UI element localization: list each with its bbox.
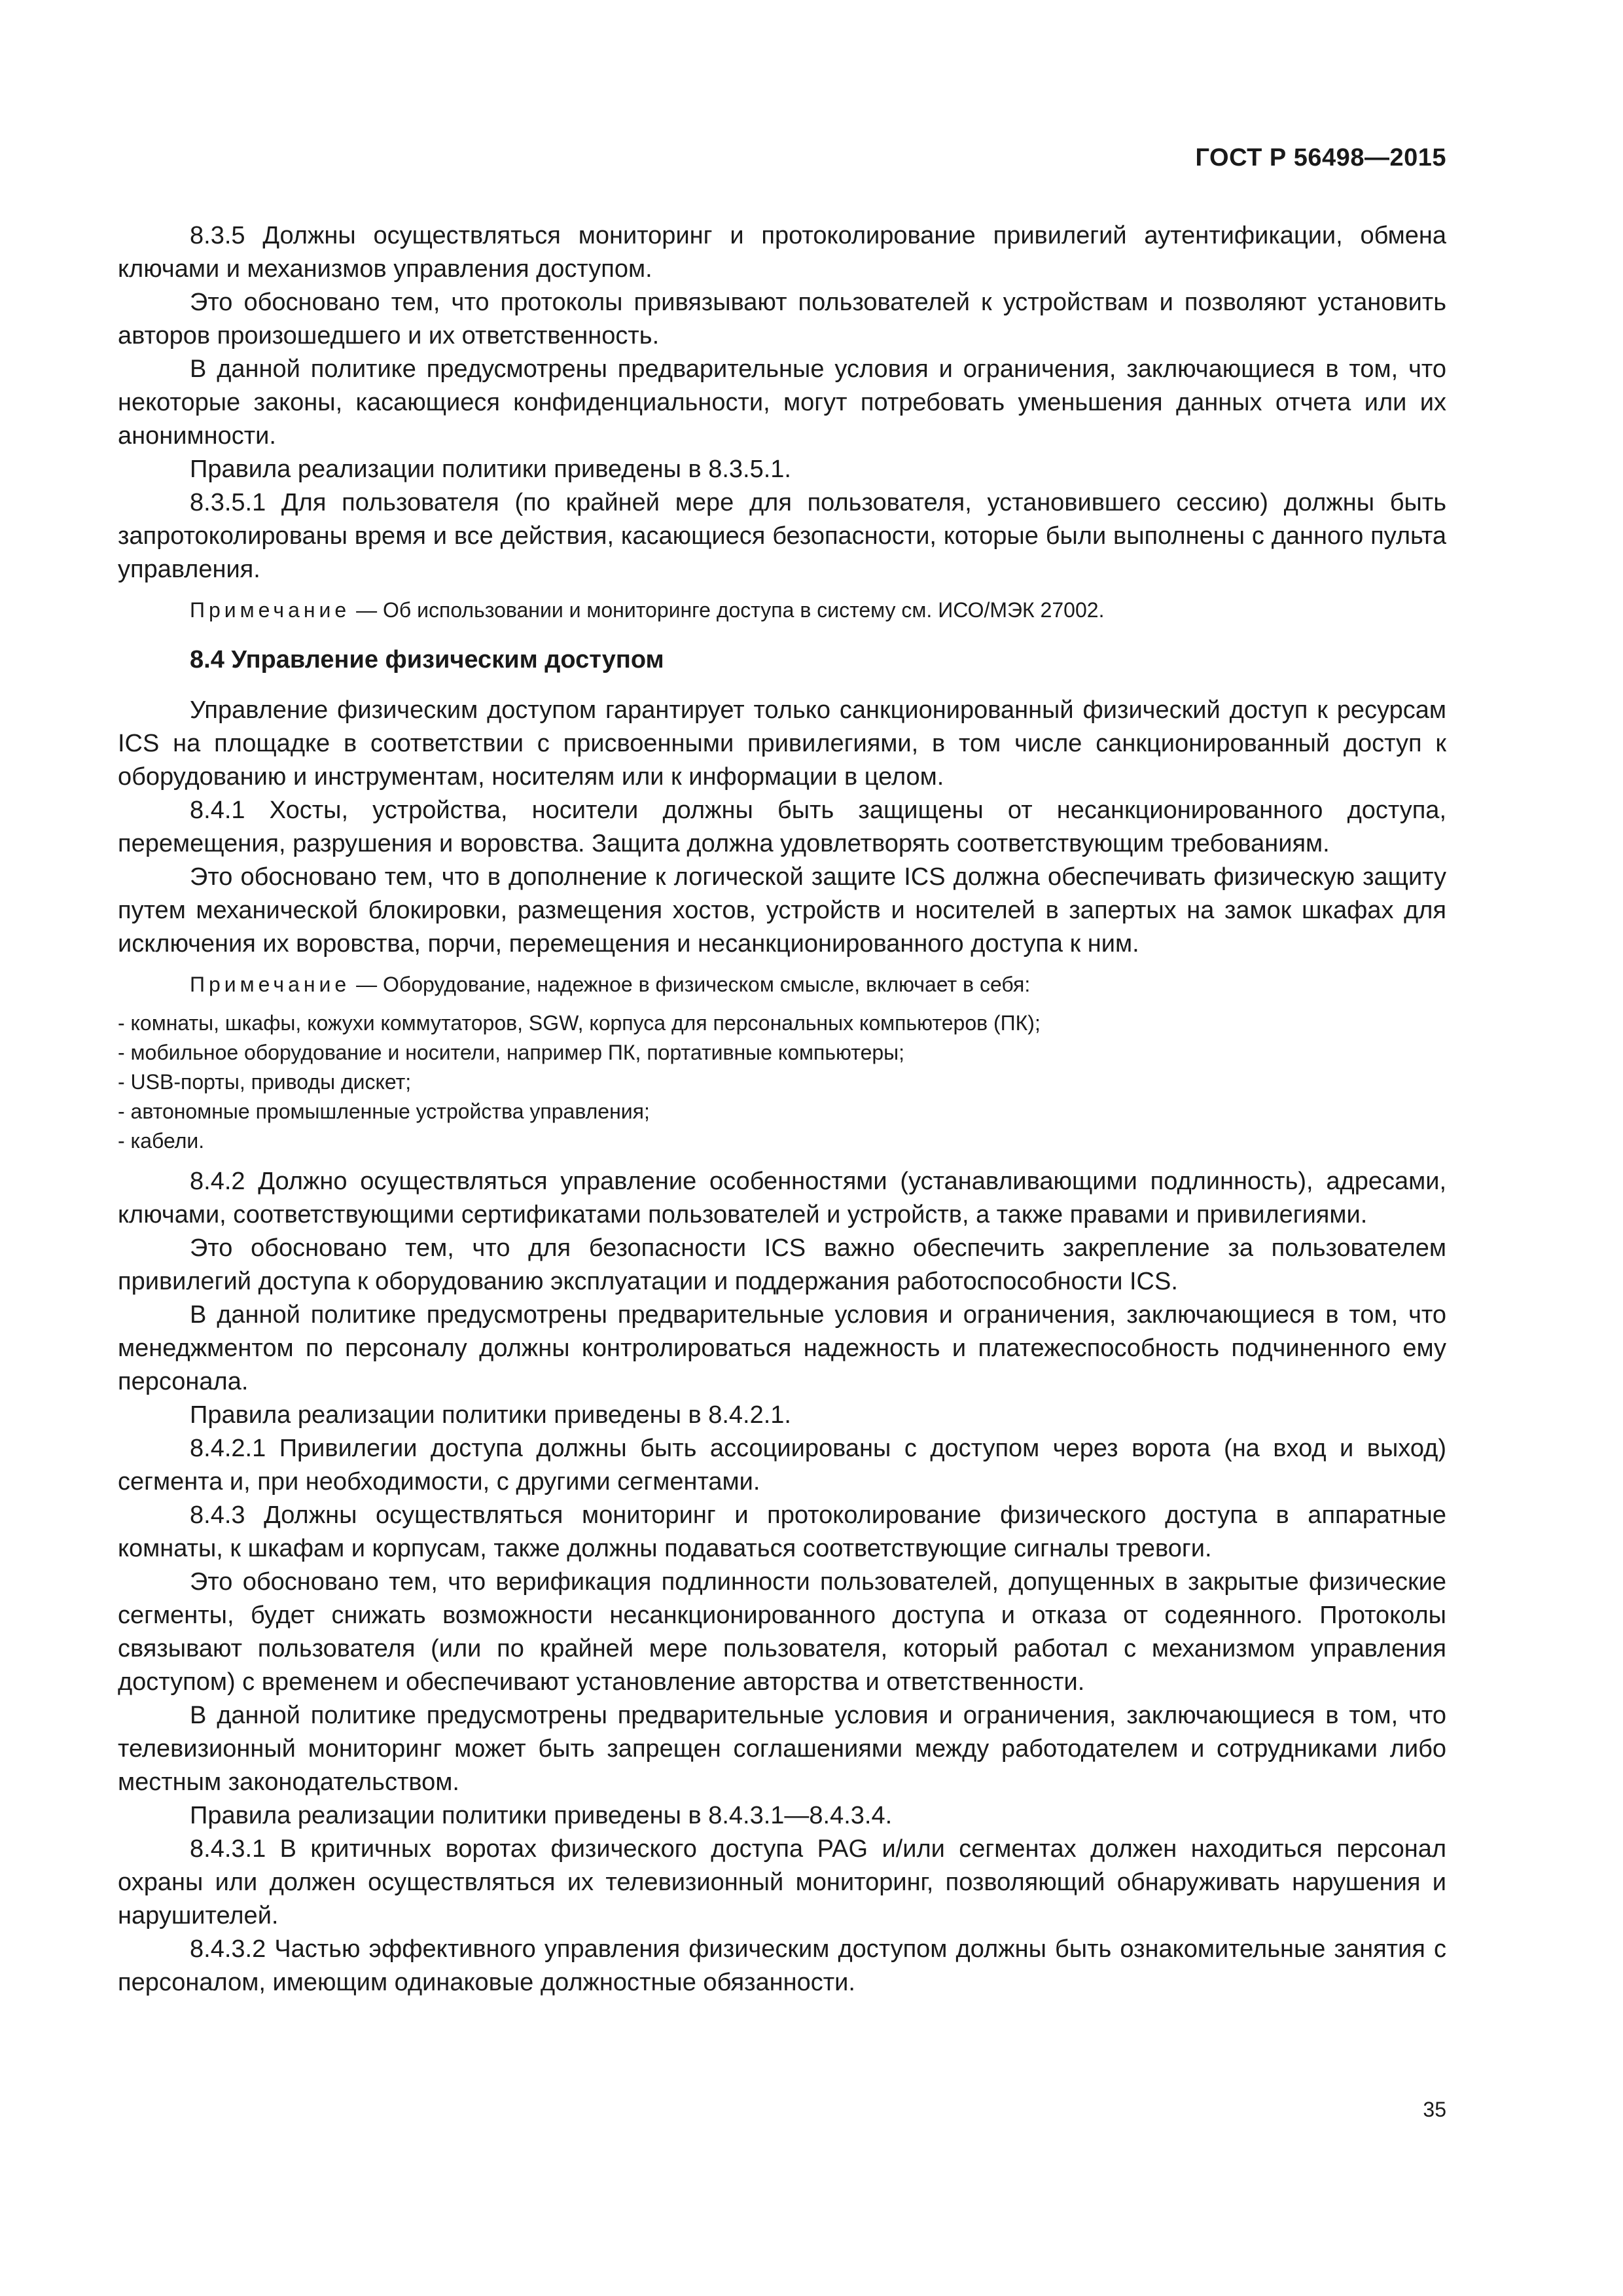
paragraph: Правила реализации политики приведены в 8.3.5.1. <box>190 456 791 483</box>
paragraph: В данной политике предусмотрены предварительные условия и ограничения, заключающиеся в том, что менеджментом по персоналу должны контролироваться надежность и платежеспособность подчиненного ему персонала. <box>118 1301 1446 1395</box>
paragraph: 8.4.2.1 Привилегии доступа должны быть ассоциированы с доступом через ворота (на вход и выход) сегмента и, при необходимости, с другими сегментами. <box>118 1435 1446 1496</box>
note-list <box>118 1009 1446 1156</box>
paragraph: В данной политике предусмотрены предварительные условия и ограничения, заключающиеся в том, что телевизионный мониторинг может быть запрещен соглашениями между работодателем и сотрудниками либо местным законодательством. <box>118 1702 1446 1796</box>
note-list-item: - USB-порты, приводы дискет; <box>118 1070 412 1094</box>
paragraph: 8.4.3 Должны осуществляться мониторинг и протоколирование физического доступа в аппаратные комнаты, к шкафам и корпусам, также должны подаваться соответствующие сигналы тревоги. <box>118 1501 1446 1562</box>
note-list-item: - комнаты, шкафы, кожухи коммутаторов, SGW, корпуса для персональных компьютеров (ПК); <box>118 1011 1041 1035</box>
paragraph: 8.4.1 Хосты, устройства, носители должны быть защищены от несанкционированного доступа, перемещения, разрушения и воровства. Защита должна удовлетворять соответствующим требованиям. <box>118 797 1446 857</box>
paragraph: Правила реализации политики приведены в 8.4.2.1. <box>190 1401 791 1429</box>
page-number: 35 <box>1423 2098 1446 2121</box>
note-list-item: - мобильное оборудование и носители, например ПК, портативные компьютеры; <box>118 1041 905 1064</box>
paragraph: В данной политике предусмотрены предварительные условия и ограничения, заключающиеся в том, что некоторые законы, касающиеся конфиденциальности, могут потребовать уменьшения данных отчета или их анонимности. <box>118 355 1446 450</box>
paragraph: Это обосновано тем, что в дополнение к логической защите ICS должна обеспечивать физическую защиту путем механической блокировки, размещения хостов, устройств и носителей в запертых на замок шкафах для исключения их воровства, порчи, перемещения и несанкционированного доступа к ним. <box>118 863 1446 958</box>
paragraph: 8.4.3.2 Частью эффективного управления физическим доступом должны быть ознакомительные занятия с персоналом, имеющим одинаковые должностные обязанности. <box>118 1935 1446 1996</box>
paragraph: 8.3.5 Должны осуществляться мониторинг и протоколирование привилегий аутентификации, обмена ключами и механизмов управления доступом. <box>118 222 1446 283</box>
paragraph: 8.3.5.1 Для пользователя (по крайней мере для пользователя, установившего сессию) должны быть запротоколированы время и все действия, касающиеся безопасности, которые были выполнены с данного пульта управления. <box>118 489 1446 583</box>
page-body <box>118 219 1446 2000</box>
section-heading: 8.4 Управление физическим доступом <box>190 646 664 673</box>
paragraph: Это обосновано тем, что протоколы привязывают пользователей к устройствам и позволяют установить авторов произошедшего и их ответственность. <box>118 289 1446 350</box>
document-id: ГОСТ Р 56498—2015 <box>1195 144 1446 171</box>
note-text: — Об использовании и мониторинге доступа в систему см. ИСО/МЭК 27002. <box>350 598 1105 622</box>
paragraph: 8.4.2 Должно осуществляться управление особенностями (устанавливающими подлинность), адресами, ключами, соответствующими сертификатами пользователей и устройств, а также правами и привилегиями. <box>118 1168 1446 1229</box>
note-list-item: - кабели. <box>118 1129 205 1153</box>
note-list-item: - автономные промышленные устройства управления; <box>118 1100 650 1123</box>
note-label: Примечание <box>190 973 351 996</box>
paragraph: 8.4.3.1 В критичных воротах физического доступа PAG и/или сегментах должен находиться персонал охраны или должен осуществляться их телевизионный мониторинг, позволяющий обнаруживать нарушения и нарушителей. <box>118 1835 1446 1929</box>
paragraph: Правила реализации политики приведены в 8.4.3.1—8.4.3.4. <box>190 1802 893 1829</box>
note-2 <box>118 970 1446 999</box>
note-text: — Оборудование, надежное в физическом смысле, включает в себя: <box>350 973 1031 996</box>
paragraph: Управление физическим доступом гарантирует только санкционированный физический доступ к ресурсам ICS на площадке в соответствии с присвоенными привилегиями, в том числе санкционированный доступ к оборудованию и инструментам, носителям или к информации в целом. <box>118 696 1446 791</box>
note-1 <box>118 596 1446 625</box>
paragraph: Это обосновано тем, что верификация подлинности пользователей, допущенных в закрытые физические сегменты, будет снижать возможности несанкционированного доступа и отказа от содеянного. Протоколы связывают пользователя (или по крайней мере пользователя, который работал с механизмом управления доступом) с временем и обеспечивают установление авторства и ответственности. <box>118 1568 1446 1696</box>
note-label: Примечание <box>190 598 351 622</box>
paragraph: Это обосновано тем, что для безопасности ICS важно обеспечить закрепление за пользователем привилегий доступа к оборудованию эксплуатации и поддержания работоспособности ICS. <box>118 1234 1446 1295</box>
